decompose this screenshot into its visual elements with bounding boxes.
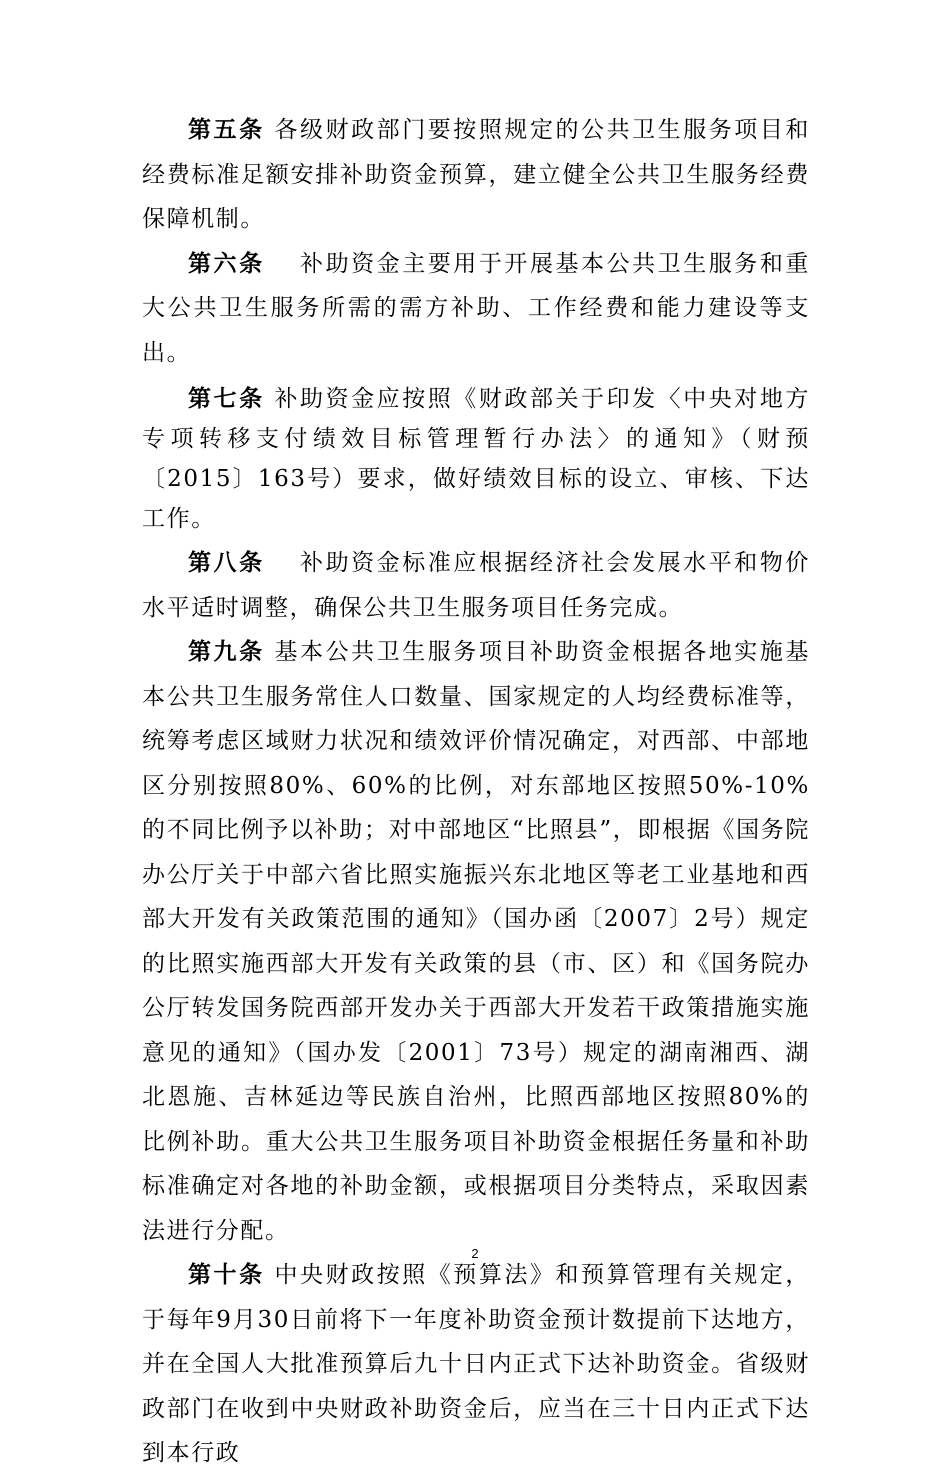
article-text: 各级财政部门要按照规定的公共卫生服务项目和经费标准足额安排补助资金预算，建立健全公共卫生服务经费保障机制。 — [142, 117, 810, 232]
article-text: 补助资金标准应根据经济社会发展水平和物价水平适时调整，确保公共卫生服务项目任务完成。 — [142, 550, 810, 621]
article-heading: 第八条 — [188, 550, 265, 576]
article-5 — [142, 108, 810, 242]
article-heading: 第十条 — [188, 1262, 265, 1288]
article-text: 基本公共卫生服务项目补助资金根据各地实施基本公共卫生服务常住人口数量、国家规定的人均经费标准等，统筹考虑区域财力状况和绩效评价情况确定，对西部、中部地区分别按照80%、60%的比例，对东部地区按照50%-10%的不同比例予以补助；对中部地区“比照县”，即根据《国务院办公厅关于中部六省比照实施振兴东北地区等老工业基地和西部大开发有关政策范围的通知》（国办函〔2007〕2号）规定的比照实施西部大开发有关政策的县（市、区）和《国务院办公厅转发国务院西部开发办关于西部大开发若干政策措施实施意见的通知》（国办发〔2001〕73号）规定的湖南湘西、湖北恩施、吉林延边等民族自治州，比照西部地区按照80%的比例补助。重大公共卫生服务项目补助资金根据任务量和补助标准确定对各地的补助金额，或根据项目分类特点，采取因素法进行分配。 — [142, 639, 810, 1244]
document-body — [142, 108, 810, 1476]
article-text: 补助资金主要用于开展基本公共卫生服务和重大公共卫生服务所需的需方补助、工作经费和能力建设等支出。 — [142, 250, 810, 366]
article-heading: 第五条 — [188, 117, 265, 143]
article-heading: 第九条 — [188, 639, 265, 665]
article-heading: 第六条 — [188, 250, 265, 277]
article-text: 中央财政按照《预算法》和预算管理有关规定，于每年9月30日前将下一年度补助资金预计数提前下达地方，并在全国人大批准预算后九十日内正式下达补助资金。省级财政部门在收到中央财政补助资金后，应当在三十日内正式下达到本行政 — [142, 1262, 810, 1466]
article-6 — [142, 242, 810, 376]
article-10 — [142, 1253, 810, 1476]
article-7 — [142, 379, 810, 539]
article-heading: 第七条 — [188, 386, 265, 412]
article-9 — [142, 630, 810, 1253]
page-number: 2 — [471, 1246, 479, 1261]
article-8 — [142, 541, 810, 630]
article-text: 补助资金应按照《财政部关于印发〈中央对地方专项转移支付绩效目标管理暂行办法〉的通知》（财预〔2015〕163号）要求，做好绩效目标的设立、审核、下达工作。 — [142, 386, 810, 532]
